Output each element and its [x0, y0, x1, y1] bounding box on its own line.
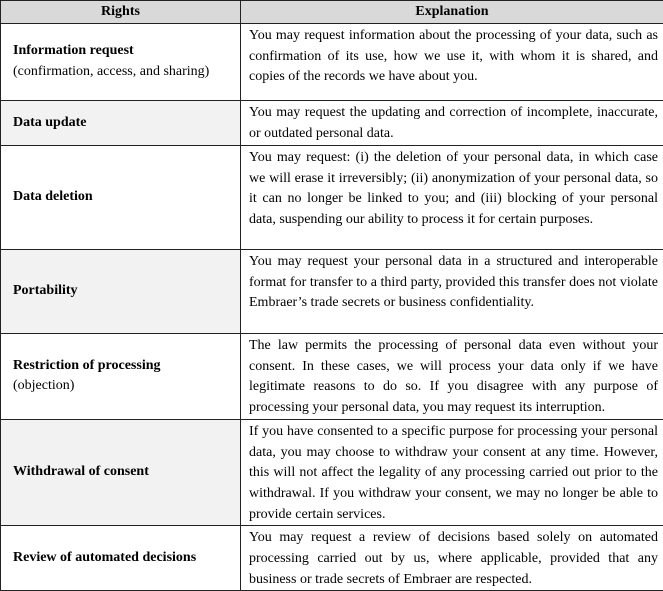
table-row — [1, 334, 663, 420]
right-cell — [1, 24, 241, 101]
table-row — [1, 526, 663, 591]
table-row — [1, 101, 663, 146]
table-row — [1, 250, 663, 334]
right-name: Data deletion — [13, 187, 232, 208]
right-cell — [1, 146, 241, 250]
explanation-cell: You may request: (i) the deletion of your personal data, in which case we will erase it irreversibly; (ii) anonymization of your personal data, so it can no longer be linked to you; and (iii) blocking of your personal data, suspending our ability to process it for certain purposes. — [241, 146, 663, 250]
right-cell — [1, 419, 241, 526]
explanation-cell: You may request information about the processing of your data, such as confirmation of its use, how we use it, with whom it is shared, and copies of the records we have about you. — [241, 24, 663, 101]
right-cell — [1, 250, 241, 334]
right-name: Portability — [13, 281, 232, 302]
right-subtitle: (objection) — [13, 376, 232, 397]
explanation-cell: You may request the updating and correction of incomplete, inaccurate, or outdated personal data. — [241, 101, 663, 146]
table-row — [1, 24, 663, 101]
right-subtitle: (confirmation, access, and sharing) — [13, 62, 232, 83]
table-row — [1, 419, 663, 526]
right-name: Withdrawal of consent — [13, 462, 232, 483]
explanation-cell: You may request your personal data in a structured and interoperable format for transfer to a third party, provided this transfer does not violate Embraer’s trade secrets or business confidentiality. — [241, 250, 663, 334]
right-name: Information request — [13, 41, 232, 62]
header-rights: Rights — [1, 1, 241, 24]
explanation-cell: If you have consented to a specific purpose for processing your personal data, you may choose to withdraw your consent at any time. However, this will not affect the legality of any processing carried out prior to the withdrawal. If you withdraw your consent, we may no longer be able to provide certain services. — [241, 419, 663, 526]
table-row — [1, 146, 663, 250]
right-cell — [1, 334, 241, 420]
right-cell — [1, 101, 241, 146]
explanation-cell: You may request a review of decisions based solely on automated processing carried out by us, where applicable, provided that any business or trade secrets of Embraer are respected. — [241, 526, 663, 591]
right-name: Restriction of processing — [13, 356, 232, 377]
right-name: Review of automated decisions — [13, 548, 232, 569]
header-row — [1, 1, 663, 24]
right-name: Data update — [13, 113, 232, 134]
right-cell — [1, 526, 241, 591]
header-explanation: Explanation — [241, 1, 663, 24]
explanation-cell: The law permits the processing of personal data even without your consent. In these cases, we will process your data only if we have legitimate reasons to do so. If you disagree with any purpose of processing your personal data, you may request its interruption. — [241, 334, 663, 420]
